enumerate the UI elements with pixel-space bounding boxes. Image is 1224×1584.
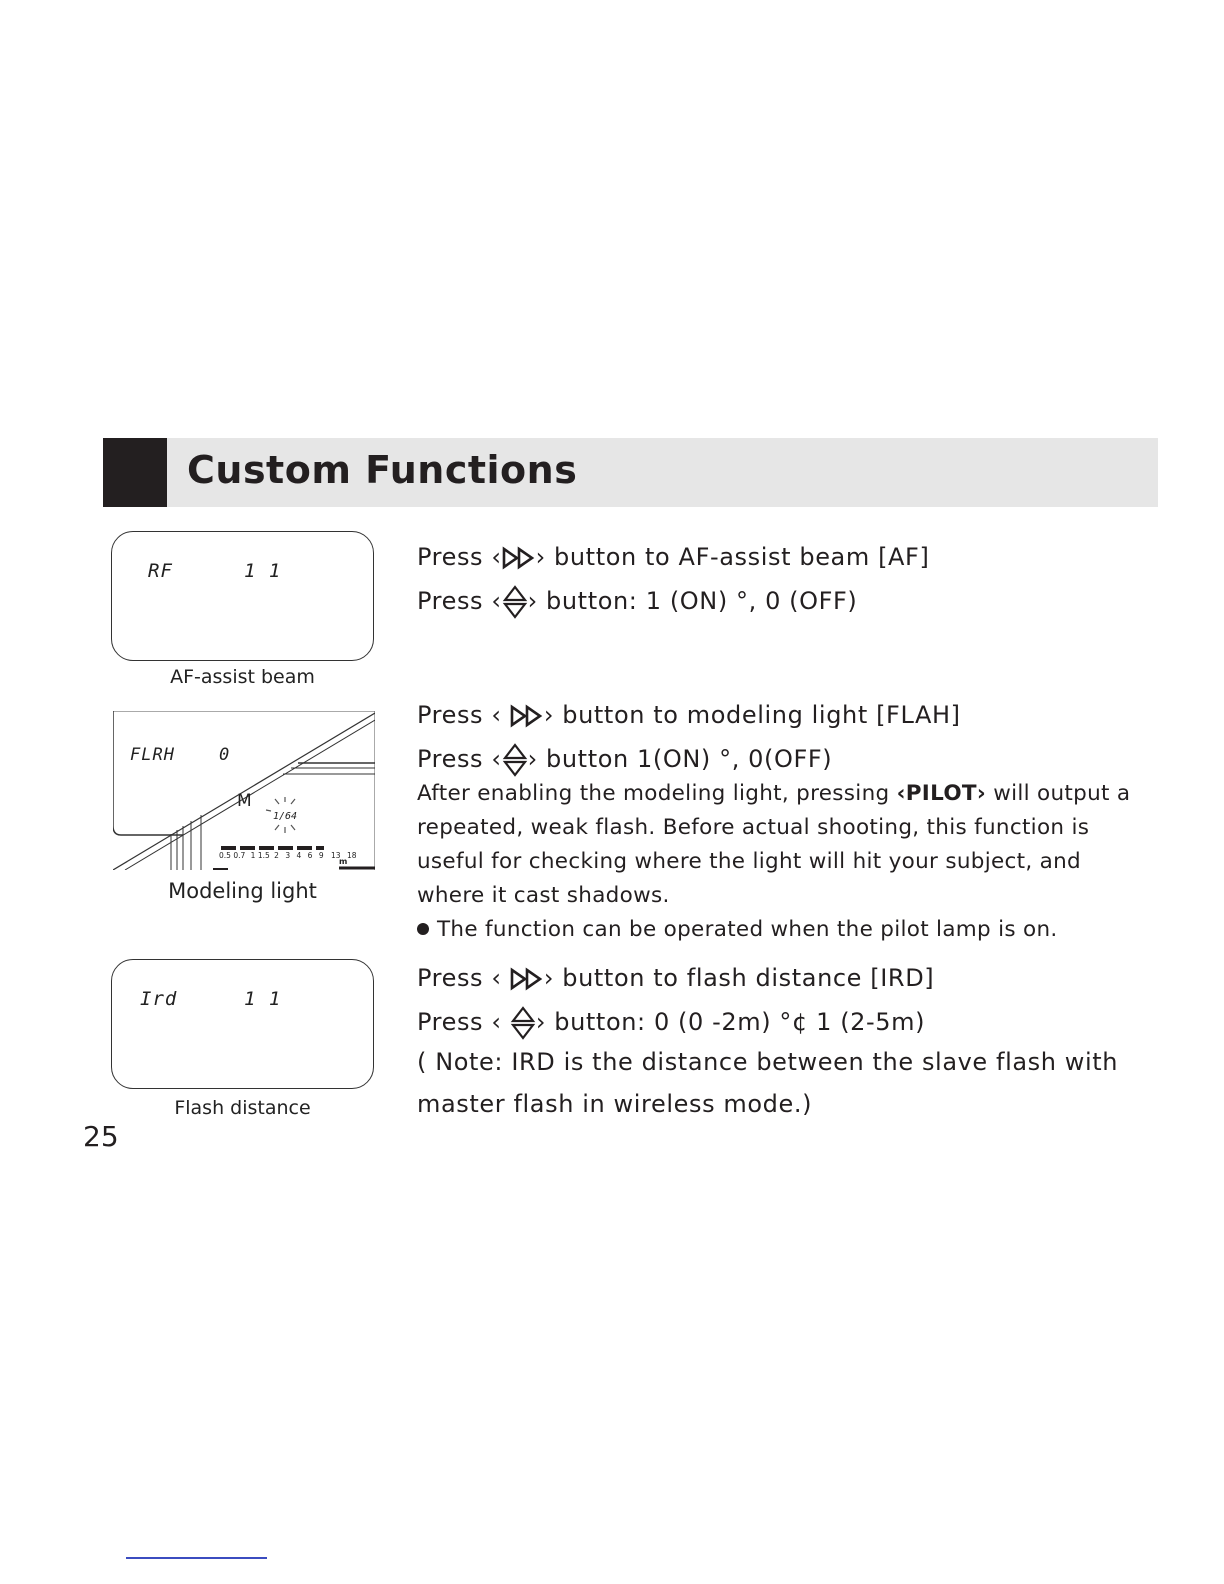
- lcd-mode: M: [237, 791, 252, 811]
- lcd-distance-scale: 0.5 0.7 1 1.5 2 3 4 6 9 13 18: [219, 851, 357, 860]
- page-number: 25: [83, 1120, 119, 1153]
- paragraph-line: After enabling the modeling light, pressing ‹PILOT› will output a: [417, 781, 1131, 806]
- instruction-line: Press ‹ › button to AF-assist beam [AF]: [417, 543, 930, 571]
- instruction-line: Press ‹ › button: 1 (ON) °, 0 (OFF): [417, 585, 857, 619]
- lcd-code: FLRH: [130, 745, 175, 765]
- lcd-modeling-light: [113, 711, 375, 870]
- fast-forward-icon: [502, 546, 536, 570]
- lcd-af-assist-beam: [111, 531, 374, 661]
- paragraph-line: where it cast shadows.: [417, 883, 670, 908]
- caption-af-assist-beam: AF-assist beam: [170, 666, 315, 688]
- lcd-value: 0: [219, 745, 231, 765]
- lcd-value: 1 1: [244, 560, 282, 582]
- fast-forward-icon: [510, 704, 544, 728]
- note-line: master flash in wireless mode.): [417, 1090, 813, 1118]
- paragraph-line: useful for checking where the light will hit your subject, and: [417, 849, 1081, 874]
- lcd-value: 1 1: [244, 988, 282, 1010]
- pilot-button-label: ‹PILOT›: [896, 781, 987, 806]
- section-header: [103, 438, 1158, 507]
- page-title: Custom Functions: [187, 448, 578, 492]
- paragraph-line: repeated, weak flash. Before actual shooting, this function is: [417, 815, 1090, 840]
- fast-forward-icon: [510, 967, 544, 991]
- bullet-icon: [417, 923, 429, 935]
- caption-flash-distance: Flash distance: [174, 1097, 311, 1119]
- lcd-flash-distance: [111, 959, 374, 1089]
- lcd-code: RF: [148, 560, 173, 582]
- up-down-icon: [502, 743, 528, 777]
- instruction-line: Press ‹ › button: 0 (0 -2m) °¢ 1 (2-5m): [417, 1006, 925, 1040]
- lcd-power: 1/64: [273, 811, 298, 822]
- up-down-icon: [502, 585, 528, 619]
- footer-divider: [126, 1557, 267, 1559]
- lcd-code: Ird: [140, 988, 178, 1010]
- caption-modeling-light: Modeling light: [168, 879, 317, 903]
- bullet-note: The function can be operated when the pilot lamp is on.: [417, 917, 1058, 942]
- instruction-line: Press ‹ › button to flash distance [IRD]: [417, 964, 935, 992]
- note-line: ( Note: IRD is the distance between the slave flash with: [417, 1048, 1119, 1076]
- lcd-unit: m: [339, 857, 348, 866]
- instruction-line: Press ‹ › button 1(ON) °, 0(OFF): [417, 743, 832, 777]
- header-marker-block: [103, 438, 167, 507]
- instruction-line: Press ‹ › button to modeling light [FLAH]: [417, 701, 961, 729]
- up-down-icon: [510, 1006, 536, 1040]
